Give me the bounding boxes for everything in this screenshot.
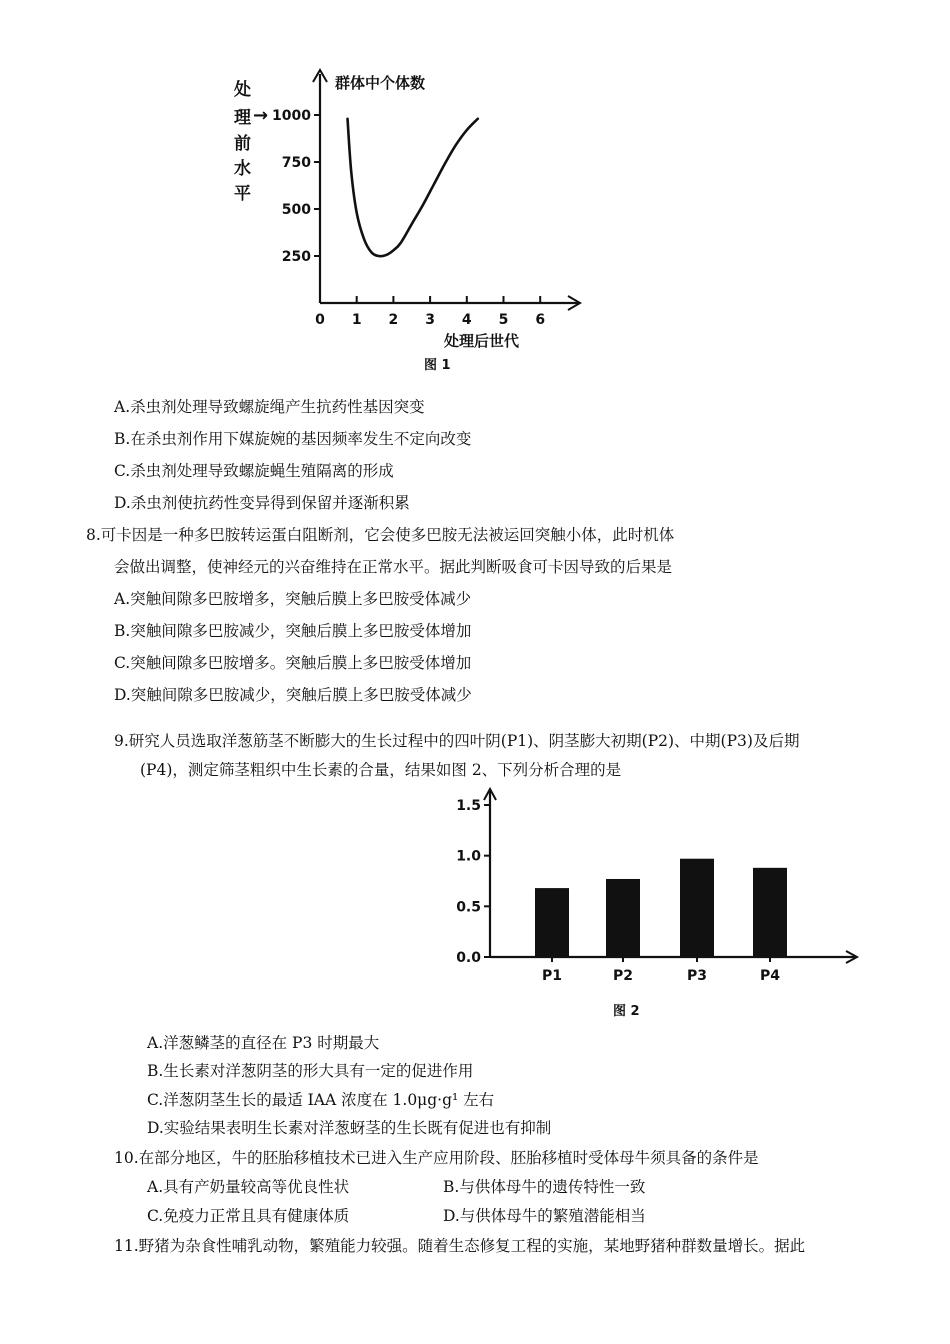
fig1-x-tick-label: 0 — [315, 312, 325, 328]
fig2-x-tick-label: P2 — [612, 968, 634, 984]
q10-stem: 10.在部分地区，牛的胚胎移植技术已进入生产应用阶段、胚胎移植时受体母牛须具备的条件是 — [114, 1149, 759, 1167]
q9-option-b: B.生长素对洋葱阴茎的形大具有一定的促进作用 — [147, 1062, 474, 1080]
fig2-bar-p3 — [680, 859, 714, 957]
q11-stem: 11.野猪为杂食性哺乳动物，繁殖能力较强。随着生态修复工程的实施，某地野猪种群数量增长。据此 — [114, 1237, 806, 1255]
q7-option-c: C.杀虫剂处理导致螺旋蝇生殖隔离的形成 — [114, 462, 394, 480]
q8-option-d: D.突触间隙多巴胺减少，突触后膜上多巴胺受体减少 — [114, 686, 472, 704]
fig1-ylabel-char: 平 — [234, 184, 251, 204]
q10-option-c: C.免疫力正常且具有健康体质 — [147, 1207, 350, 1225]
fig2-y-tick-label: 0.5 — [456, 899, 481, 916]
fig1-ylabel-char: 前 — [234, 134, 251, 154]
q9-stem: 9.研究人员选取洋葱筋茎不断膨大的生长过程中的四叶阴(P1)、阴茎膨大初期(P2)、中期(P3)及后期 — [114, 732, 800, 750]
fig1-y-tick-label: 500 — [281, 202, 311, 218]
fig1-ylabel-char: 水 — [234, 159, 251, 179]
figure-1-chart — [0, 0, 950, 380]
q7-option-b: B.在杀虫剂作用下媒旋婉的基因频率发生不定向改变 — [114, 430, 472, 448]
fig1-ylabel-char: 理 — [234, 108, 251, 128]
fig2-bar-p2 — [606, 879, 640, 957]
fig1-y-tick-label: 750 — [281, 155, 311, 171]
q8-option-b: B.突触间隙多巴胺减少，突触后膜上多巴胺受体增加 — [114, 622, 472, 640]
q9-option-d: D.实验结果表明生长素对洋葱蚜茎的生长既有促进也有抑制 — [147, 1119, 552, 1137]
figure-2-chart — [0, 785, 950, 1025]
fig1-axis-title: 群体中个体数 — [335, 74, 426, 92]
fig2-x-tick-label: P3 — [686, 968, 708, 984]
fig2-bar-p4 — [753, 868, 787, 957]
fig1-x-tick-label: 6 — [535, 312, 546, 328]
q10-option-a: A.具有产奶量较高等优良性状 — [147, 1178, 350, 1196]
fig2-caption: 图 2 — [613, 1004, 640, 1019]
fig1-y-tick-label: 250 — [281, 249, 311, 265]
q10-option-d: D.与供体母牛的繁殖潜能相当 — [443, 1207, 646, 1225]
fig1-x-tick-label: 4 — [461, 312, 472, 328]
q8-stem: 8.可卡因是一种多巴胺转运蛋白阻断剂，它会使多巴胺无法被运回突触小体，此时机体 — [86, 526, 675, 544]
fig1-xlabel: 处理后世代 — [444, 332, 520, 350]
fig2-y-tick-label: 0.0 — [456, 950, 481, 966]
fig2-y-tick-label: 1.5 — [456, 798, 481, 814]
fig2-x-tick-label: P1 — [541, 968, 563, 984]
fig1-y-tick-label: 1000 — [272, 108, 311, 124]
q8-option-c: C.突触间隙多巴胺增多。突触后膜上多巴胺受体增加 — [114, 654, 472, 672]
fig2-bar-p1 — [535, 888, 569, 957]
q7-option-d: D.杀虫剂使抗药性变异得到保留并逐渐积累 — [114, 494, 410, 512]
q9-option-c: C.洋葱阴茎生长的最适 IAA 浓度在 1.0μg·g¹ 左右 — [147, 1091, 495, 1109]
fig1-ylabel-arrow: → — [253, 105, 269, 126]
fig2-y-tick-label: 1.0 — [456, 848, 481, 865]
fig1-x-tick-label: 5 — [498, 312, 509, 328]
fig1-x-tick-label: 1 — [351, 312, 362, 328]
q7-option-a: A.杀虫剂处理导致螺旋绳产生抗药性基因突变 — [114, 398, 425, 416]
fig2-x-tick-label: P4 — [759, 968, 781, 984]
fig1-x-tick-label: 2 — [388, 312, 399, 328]
q10-option-b: B.与供体母牛的遗传特性一致 — [443, 1178, 646, 1196]
q9-stem-cont: (P4)，测定筛茎粗织中生长素的合量，结果如图 2、下列分析合理的是 — [140, 761, 622, 779]
fig1-x-tick-label: 3 — [425, 312, 435, 328]
fig1-ylabel-char: 处 — [234, 80, 251, 100]
q8-option-a: A.突触间隙多巴胺增多，突触后膜上多巴胺受体减少 — [114, 590, 472, 608]
q8-stem-cont: 会做出调整，使神经元的兴奋维持在正常水平。据此判断吸食可卡因导致的后果是 — [114, 558, 673, 576]
fig1-caption: 图 1 — [424, 358, 451, 373]
q9-option-a: A.洋葱鳞茎的直径在 P3 时期最大 — [147, 1034, 380, 1052]
fig1-population-curve — [348, 119, 478, 256]
